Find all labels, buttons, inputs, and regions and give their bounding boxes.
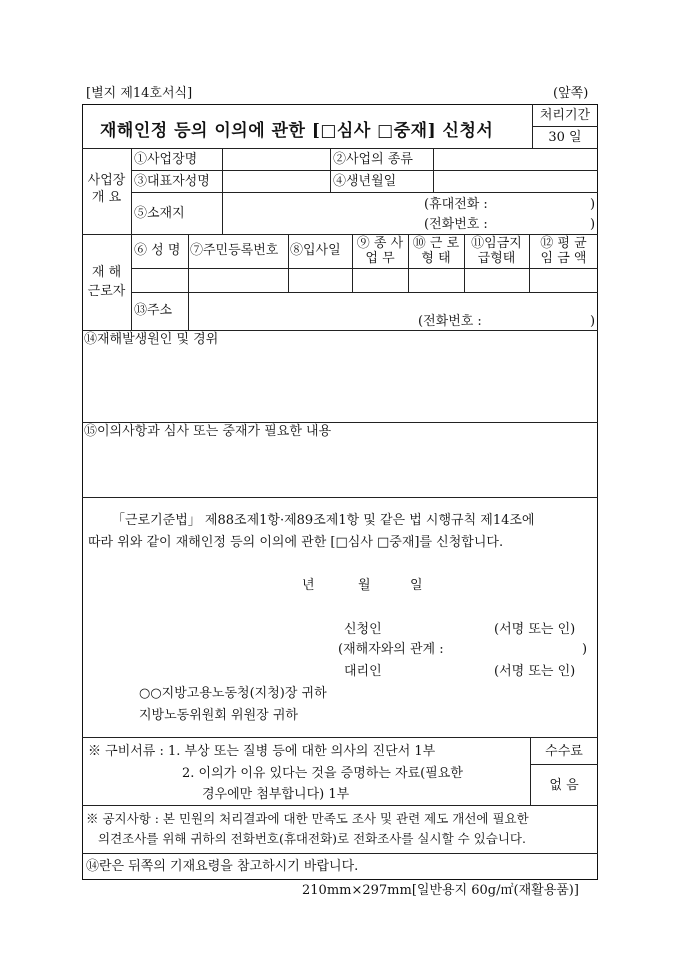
declaration-line-1: 「근로기준법」 제88조제1항·제89조제1항 및 같은 법 시행규칙 제14조에 xyxy=(112,513,535,528)
business-type-label: ②사업의 종류 xyxy=(333,152,413,167)
accident-cause-label: ⑭재해발생원인 및 경위 xyxy=(84,332,219,347)
business-name-label: ①사업장명 xyxy=(134,152,198,167)
worker-phone-label: (전화번호 : xyxy=(418,314,482,329)
worker-wage-type-label-2: 급형태 xyxy=(477,251,516,266)
worker-employment-label-2: 형 태 xyxy=(421,251,451,266)
required-documents-line-2: 2. 이의가 이유 있다는 것을 증명하는 자료(필요한 xyxy=(182,766,463,781)
processing-period-label: 처리기간 xyxy=(539,108,591,123)
objection-content-label: ⑮이의사항과 심사 또는 중재가 필요한 내용 xyxy=(84,424,332,439)
applicant-label: 신청인 xyxy=(344,622,382,637)
fee-label: 수수료 xyxy=(545,744,583,759)
form-number-label: [별지 제14호서식] xyxy=(86,86,193,101)
notice-line-1: ※ 공지사항 : 본 민원의 처리결과에 대한 만족도 조사 및 관련 제도 개선에 필요한 xyxy=(86,811,529,826)
worker-duty-label-2: 업 무 xyxy=(365,251,395,266)
business-mobile-close: ) xyxy=(590,197,596,212)
business-section-label: 사업장 xyxy=(87,173,126,188)
relation-label: (재해자와의 관계 : xyxy=(338,642,444,657)
worker-duty-label: ⑨ 종 사 xyxy=(356,236,404,251)
worker-name-label: ⑥ 성 명 xyxy=(134,243,181,258)
worker-avg-wage-label-2: 임 금 액 xyxy=(540,251,587,266)
required-documents-line-3: 경우에만 첨부합니다) 1부 xyxy=(202,787,350,802)
business-mobile-label: (휴대전화 : xyxy=(424,197,488,212)
date-day-label: 일 xyxy=(410,578,423,593)
form-title: 재해인정 등의 이의에 관한 [□심사 □중재] 신청서 xyxy=(100,121,494,141)
notice-line-2: 의견조사를 위해 귀하의 전화번호(휴대전화)로 전화조사를 실시할 수 있습니다. xyxy=(98,831,526,846)
recipient-labor-committee: 지방노동위원회 위원장 귀하 xyxy=(139,708,298,723)
relation-close: ) xyxy=(582,642,588,657)
worker-employment-label: ⑩ 근 로 xyxy=(412,236,460,251)
date-year-label: 년 xyxy=(302,578,315,593)
agent-label: 대리인 xyxy=(344,664,382,679)
date-month-label: 월 xyxy=(358,578,371,593)
business-address-label: ⑤소재지 xyxy=(134,206,185,221)
worker-hire-date-label: ⑧입사일 xyxy=(290,243,341,258)
representative-name-label: ③대표자성명 xyxy=(134,174,210,189)
fee-value: 없 음 xyxy=(549,778,579,793)
business-section-label-2: 개 요 xyxy=(91,190,122,205)
worker-avg-wage-label: ⑫ 평 균 xyxy=(540,236,587,251)
worker-phone-close: ) xyxy=(590,314,596,329)
agent-signature-label: (서명 또는 인) xyxy=(494,664,576,679)
worker-wage-type-label: ⑪임금지 xyxy=(471,236,522,251)
business-phone-label: (전화번호 : xyxy=(424,217,488,232)
required-documents-line-1: ※ 구비서류 : 1. 부상 또는 질병 등에 대한 의사의 진단서 1부 xyxy=(88,744,436,759)
declaration-line-2: 따라 위와 같이 재해인정 등의 이의에 관한 [□심사 □중재]를 신청합니다. xyxy=(88,535,504,550)
worker-rrn-label: ⑦주민등록번호 xyxy=(190,243,279,258)
worker-section-label-2: 근로자 xyxy=(87,284,126,299)
page-side-label: (앞쪽) xyxy=(553,86,589,101)
recipient-labor-office: ○○지방고용노동청(지청)장 귀하 xyxy=(139,686,327,701)
applicant-signature-label: (서명 또는 인) xyxy=(494,622,576,637)
paper-spec-footer: 210mm×297mm[일반용지 60g/㎡(재활용품)] xyxy=(302,883,579,898)
processing-period-value: 30 일 xyxy=(548,130,582,145)
birth-date-label: ④생년월일 xyxy=(333,174,397,189)
reference-note: ⑭란은 뒤쪽의 기재요령을 참고하시기 바랍니다. xyxy=(86,859,359,874)
worker-section-label: 재 해 xyxy=(91,265,122,280)
business-phone-close: ) xyxy=(590,217,596,232)
worker-address-label: ⑬주소 xyxy=(134,303,173,318)
